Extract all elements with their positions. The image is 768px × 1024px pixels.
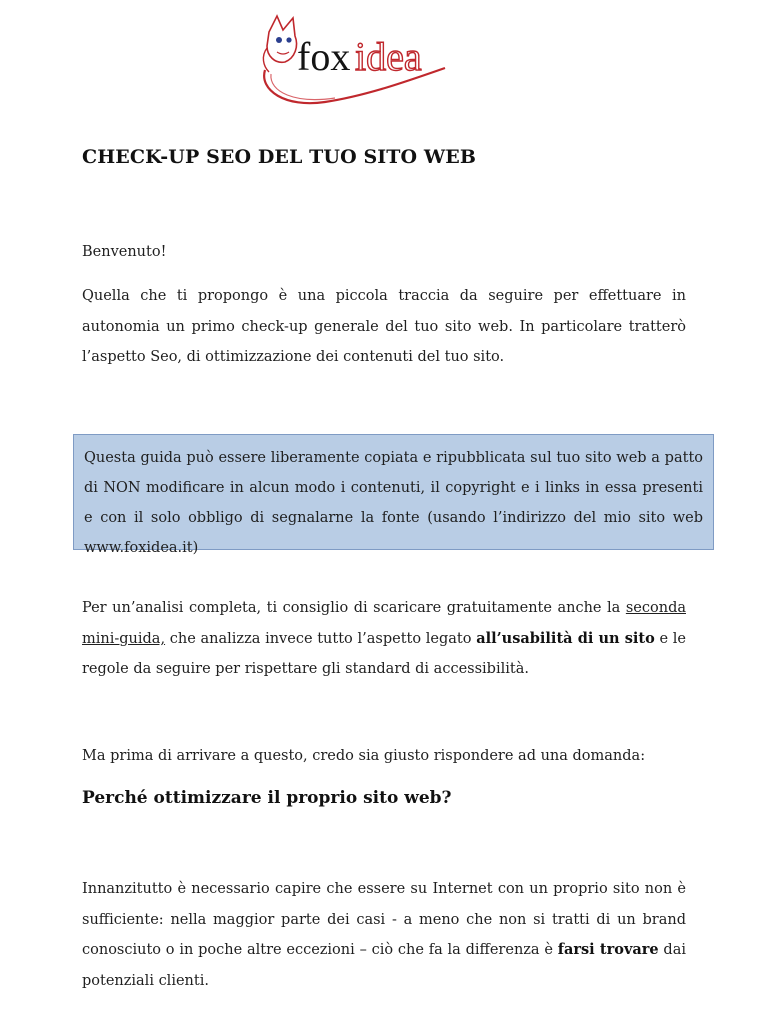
- analysis-text-start: Per un’analisi completa, ti consiglio di scaricare gratuitamente anche la: [82, 600, 626, 616]
- analysis-paragraph: [82, 593, 686, 685]
- final-text-start: Innanzitutto è necessario capire che essere su Internet con un proprio sito non è sufficiente: nella maggior parte dei casi - a meno che non si tratti di un brand conosciuto o in poche altre eccezioni – ciò che fa la differenza è: [82, 881, 686, 958]
- notice-text: Questa guida può essere liberamente copiata e ripubblicata sul tuo sito web a patto di NON modificare in alcun modo i contenuti, il copyright e i links in essa presenti e con il solo obbligo di segnalarne la fonte (usando l’indirizzo del mio sito web www.foxidea.it): [84, 450, 703, 556]
- analysis-text-middle: che analizza invece tutto l’aspetto legato: [165, 630, 477, 647]
- page-title: CHECK-UP SEO DEL TUO SITO WEB: [82, 146, 477, 168]
- final-paragraph: [82, 874, 686, 996]
- greeting: Benvenuto!: [82, 244, 167, 260]
- intro-paragraph: Quella che ti propongo è una piccola traccia da seguire per effettuare in autonomia un primo check-up generale del tuo sito web. In particolare tratterò l’aspetto Seo, di ottimizzazione dei contenuti del tuo sito.: [82, 288, 686, 365]
- question-intro: Ma prima di arrivare a questo, credo sia giusto rispondere ad una domanda:: [82, 748, 646, 764]
- copyright-notice-box: [73, 434, 714, 556]
- final-text-end: dai potenziali clienti.: [82, 942, 686, 989]
- analysis-text-end: e le regole da seguire per rispettare gli standard di accessibilità.: [82, 630, 686, 677]
- analysis-bold: all’usabilità di un sito: [476, 629, 655, 647]
- fox-logo-graphic: [255, 12, 455, 108]
- foxidea-logo: [255, 12, 455, 108]
- mini-guide-link[interactable]: seconda mini-guida,: [82, 600, 686, 647]
- logo-text-fox: fox: [297, 34, 351, 79]
- logo-text-idea: idea: [355, 34, 422, 79]
- final-bold: farsi trovare: [557, 941, 659, 958]
- section-heading: Perché ottimizzare il proprio sito web?: [82, 788, 452, 808]
